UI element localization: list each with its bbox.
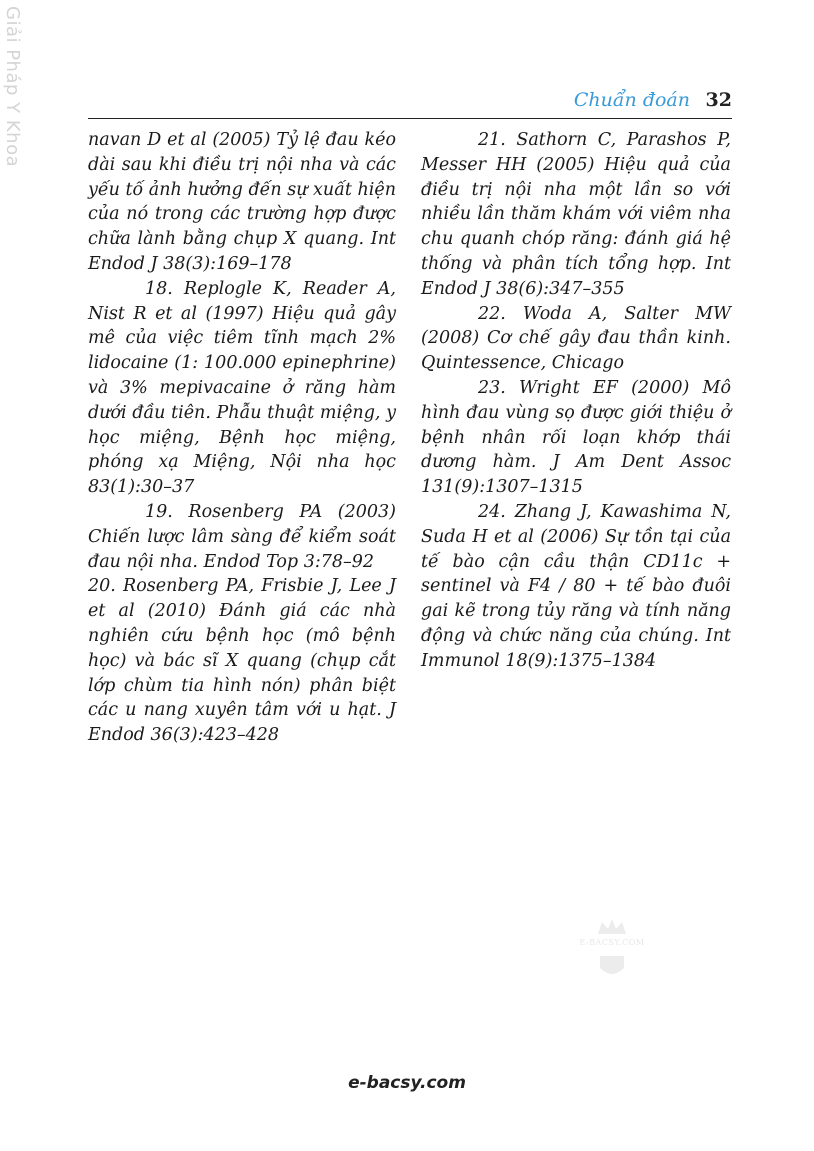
- reference-item: 22. Woda A, Salter MW (2008) Cơ chế gây đau thần kinh. Quintessence, Chicago: [421, 303, 731, 374]
- reference-item: 20. Rosenberg PA, Frisbie J, Lee J et al (2010) Đánh giá các nhà nghiên cứu bệnh học (mô bệnh học) và bác sĩ X quang (chụp cắt lớp chùm tia hình nón) phân biệt các u nang xuyên tâm với u hạt. J Endod 36(3):423–428: [88, 576, 396, 746]
- page-header: [88, 86, 732, 119]
- reference-item: navan D et al (2005) Tỷ lệ đau kéo dài sau khi điều trị nội nha và các yếu tố ảnh hưởng đến sự xuất hiện của nó trong các trường hợp được chữa lành bằng chụp X quang. Int Endod J 38(3):169–178: [88, 130, 397, 274]
- watermark-logo-icon: [572, 916, 652, 988]
- side-watermark: Giải Pháp Y Khoa: [2, 6, 23, 168]
- references-left-column: [88, 128, 396, 748]
- footer-site: e-bacsy.com: [348, 1073, 466, 1093]
- reference-item: 24. Zhang J, Kawashima N, Suda H et al (2006) Sự tồn tại của tế bào cận cầu thận CD11c + sentinel và F4 / 80 + tế bào đuôi gai kẽ trong tủy răng và tính năng động và chức năng của chúng. Int Immunol 18(9):1375–1384: [421, 501, 731, 671]
- reference-item: 19. Rosenberg PA (2003) Chiến lược lâm sàng để kiểm soát đau nội nha. Endod Top 3:78–92: [88, 501, 396, 572]
- section-title: Chuẩn đoán: [573, 89, 690, 111]
- reference-item: 23. Wright EF (2000) Mô hình đau vùng sọ được giới thiệu ở bệnh nhân rối loạn khớp thái dương hàm. J Am Dent Assoc 131(9):1307–1315: [421, 377, 731, 498]
- page-number: 32: [705, 89, 732, 111]
- reference-item: 18. Replogle K, Reader A, Nist R et al (1997) Hiệu quả gây mê của việc tiêm tĩnh mạch 2% lidocaine (1: 100.000 epinephrine) và 3% mepivacaine ở răng hàm dưới đầu tiên. Phẫu thuật miệng, y học miệng, Bệnh học miệng, phóng xạ Miệng, Nội nha học 83(1):30–37: [88, 278, 396, 498]
- reference-item: 21. Sathorn C, Parashos P, Messer HH (2005) Hiệu quả của điều trị nội nha một lần so với nhiều lần thăm khám với viêm nha chu quanh chóp răng: đánh giá hệ thống và phân tích tổng hợp. Int Endod J 38(6):347–355: [421, 130, 731, 299]
- references-right-column: [421, 128, 731, 674]
- watermark-logo-text: E-BACSY.COM: [579, 938, 645, 947]
